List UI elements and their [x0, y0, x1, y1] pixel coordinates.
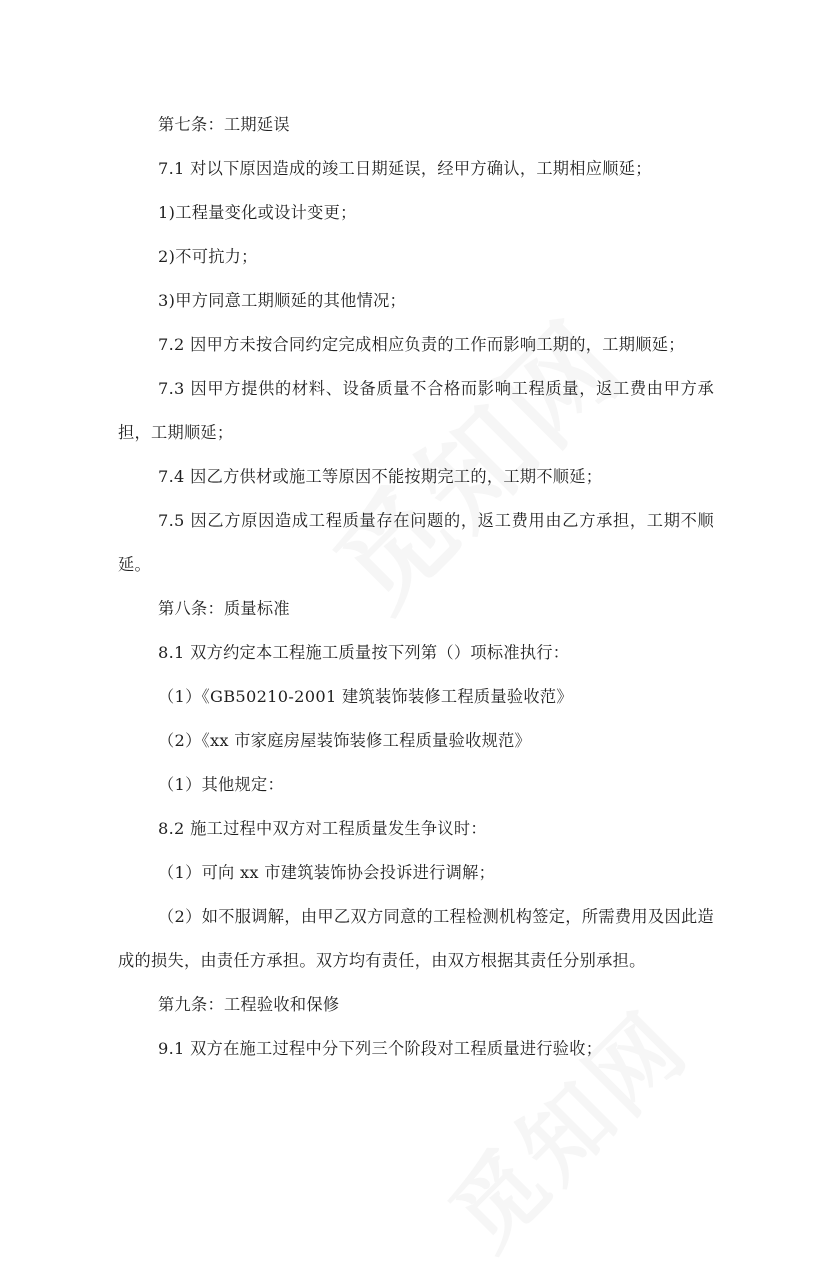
list-item-8-1-2: （2）《xx 市家庭房屋装饰装修工程质量验收规范》 [158, 731, 532, 750]
list-item-7-1-2: 2)不可抗力； [158, 247, 258, 266]
paragraph-7-2: 7.2 因甲方未按合同约定完成相应负责的工作而影响工期的，工期顺延； [158, 335, 685, 354]
heading-article-9: 第九条：工程验收和保修 [158, 995, 340, 1014]
paragraph-8-2: 8.2 施工过程中双方对工程质量发生争议时： [158, 819, 487, 838]
list-item-7-1-3: 3)甲方同意工期顺延的其他情况； [158, 291, 407, 310]
paragraph-7-1: 7.1 对以下原因造成的竣工日期延误，经甲方确认，工期相应顺延； [158, 159, 652, 178]
list-item-8-2-2: （2）如不服调解，由甲乙双方同意的工程检测机构签定，所需费用及因此造成的损失，由责任方承担。双方均有责任，由双方根据其责任分别承担。 [118, 907, 714, 970]
paragraph-7-3: 7.3 因甲方提供的材料、设备质量不合格而影响工程质量，返工费由甲方承担，工期顺延； [118, 379, 714, 442]
heading-article-8: 第八条：质量标准 [158, 599, 290, 618]
list-item-8-2-1: （1）可向 xx 市建筑装饰协会投诉进行调解； [158, 863, 496, 882]
list-item-7-1-1: 1)工程量变化或设计变更； [158, 203, 357, 222]
list-item-8-1-3: （1）其他规定： [158, 775, 285, 794]
list-item-8-1-1: （1）《GB50210-2001 建筑装饰装修工程质量验收范》 [158, 687, 573, 706]
paragraph-7-5: 7.5 因乙方原因造成工程质量存在问题的，返工费用由乙方承担，工期不顺延。 [118, 511, 714, 574]
paragraph-8-1: 8.1 双方约定本工程施工质量按下列第（）项标准执行： [158, 643, 570, 662]
paragraph-7-4: 7.4 因乙方供材或施工等原因不能按期完工的，工期不顺延； [158, 467, 603, 486]
paragraph-9-1: 9.1 双方在施工过程中分下列三个阶段对工程质量进行验收； [158, 1039, 603, 1058]
heading-article-7: 第七条：工期延误 [158, 115, 290, 134]
